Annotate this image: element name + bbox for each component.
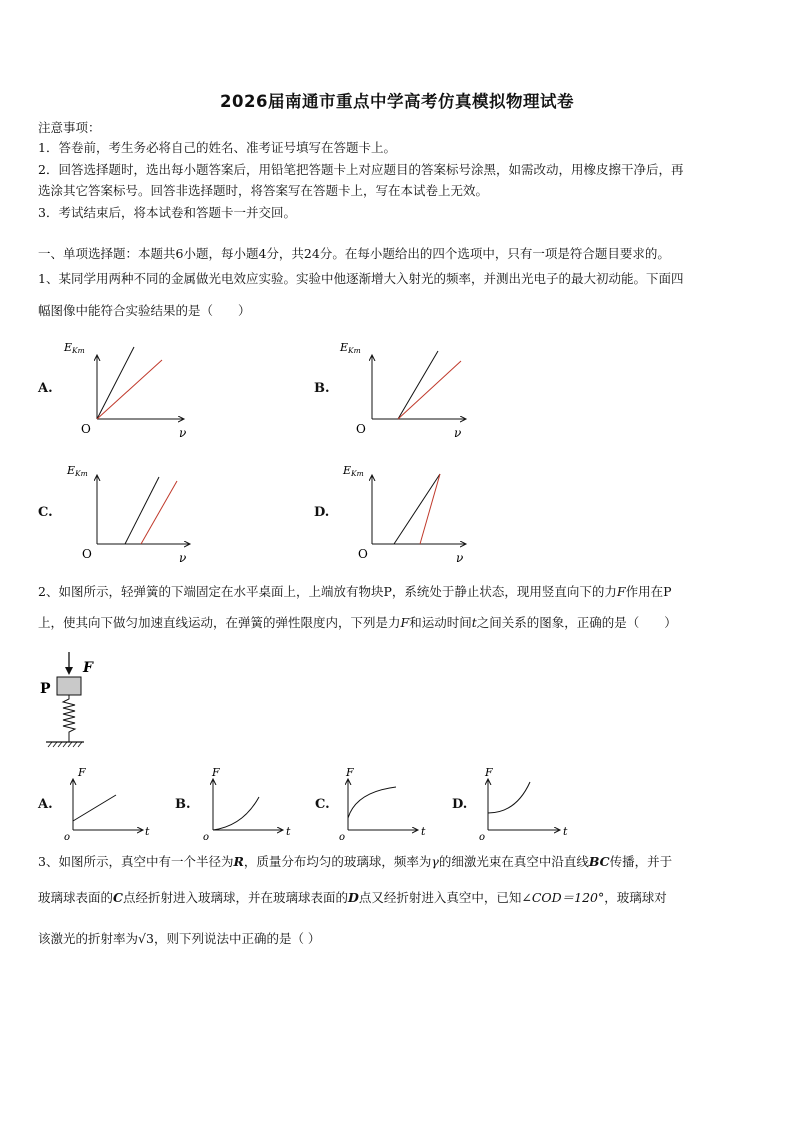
q2-c-x-label: t (421, 825, 426, 838)
q1-c-y-label: EKm (67, 464, 88, 478)
q2-b-curve (213, 797, 259, 830)
q2-block-p (57, 677, 81, 695)
q2-d-x-label: t (563, 825, 568, 838)
q1-c-origin: O (82, 547, 92, 561)
q1-option-c-label: C. (38, 505, 53, 520)
notice-item-2-cont: 选涂其它答案标号。回答非选择题时，将答案写在答题卡上，写在本试卷上无效。 (38, 183, 489, 198)
q2-force-arrow-head (65, 667, 73, 675)
notice-item-3: 3．考试结束后，将本试卷和答题卡一并交回。 (38, 205, 296, 220)
q1-b-x-label: ν (454, 426, 462, 440)
q1-a-origin: O (81, 422, 91, 436)
q2-spring-figure (40, 652, 94, 747)
q2-spring (63, 695, 75, 742)
q2-c-curve (348, 787, 396, 818)
q2-d-y-label: F (485, 766, 493, 779)
q1-a-x-label: ν (179, 426, 187, 440)
q1-option-b-label: B. (314, 381, 330, 396)
q2-text-line1: 2、如图所示，轻弹簧的下端固定在水平桌面上，上端放有物块P，系统处于静止状态，现用竖直向下的力F作用在P (38, 584, 672, 599)
q2-b-origin: o (203, 832, 210, 843)
q1-option-a-label: A. (38, 381, 53, 396)
section-heading: 一、单项选择题：本题共6小题，每小题4分，共24分。在每小题给出的四个选项中，只有一项是符合题目要求的。 (38, 246, 670, 261)
q1-text-line1: 1、某同学用两种不同的金属做光电效应实验。实验中他逐渐增大入射光的频率，并测出光电子的最大初动能。下面四 (38, 271, 684, 286)
q2-graph-a (64, 766, 150, 843)
q2-option-c-label: C. (315, 797, 330, 812)
q1-d-x-label: ν (456, 551, 464, 565)
q2-b-y-label: F (212, 766, 220, 779)
q2-graph-c (339, 766, 426, 843)
q2-option-b-label: B. (175, 797, 191, 812)
q1-b-origin: O (356, 422, 366, 436)
q1-d-line-black (394, 474, 440, 544)
q1-text-line2: 幅图像中能符合实验结果的是（ ） (38, 303, 251, 318)
q2-a-origin: o (64, 832, 71, 843)
q2-graph-d (479, 766, 568, 843)
q1-graph-b (339, 341, 466, 440)
notice-heading: 注意事项： (38, 120, 101, 135)
q1-c-line-black (125, 477, 159, 544)
q3-text-line2: 玻璃球表面的C点经折射进入玻璃球，并在玻璃球表面的D点又经折射进入真空中，已知∠COD＝120°，玻璃球对 (38, 890, 667, 905)
notice-item-2: 2．回答选择题时，选出每小题答案后，用铅笔把答题卡上对应题目的答案标号涂黑，如需改动，用橡皮擦干净后，再 (38, 162, 684, 177)
q1-b-line-red (398, 361, 461, 419)
q1-graph-a (63, 341, 186, 440)
q2-d-origin: o (479, 832, 486, 843)
q1-a-y-label: EKm (64, 341, 85, 355)
q2-a-curve (73, 795, 116, 821)
page-title: 2026届南通市重点中学高考仿真模拟物理试卷 (220, 92, 574, 111)
q1-a-line-red (97, 360, 162, 419)
q2-d-curve (488, 782, 530, 813)
q1-d-line-red (420, 474, 440, 544)
q1-graph-d (342, 464, 466, 565)
q2-label-p: P (40, 681, 51, 697)
q1-c-x-label: ν (179, 551, 187, 565)
q3-text-line1: 3、如图所示，真空中有一个半径为R，质量分布均匀的玻璃球，频率为γ的细激光束在真空中沿直线BC传播，并于 (38, 854, 673, 869)
q2-c-origin: o (339, 832, 346, 843)
q2-b-x-label: t (286, 825, 291, 838)
q1-b-line-black (398, 351, 438, 419)
q2-a-x-label: t (145, 825, 150, 838)
q2-ground-hatch (48, 742, 82, 747)
q1-c-line-red (141, 481, 177, 544)
q1-b-y-label: EKm (340, 341, 361, 355)
q1-d-y-label: EKm (343, 464, 364, 478)
q2-option-a-label: A. (38, 797, 53, 812)
q3-text-line3: 该激光的折射率为√3，则下列说法中正确的是（ ） (38, 931, 321, 946)
q2-label-f: F (83, 660, 93, 676)
q2-option-d-label: D. (452, 797, 468, 812)
q1-a-line-black (97, 347, 134, 419)
q2-text-line2: 上，使其向下做匀加速直线运动，在弹簧的弹性限度内，下列是力F和运动时间t之间关系的图象，正确的是（ ） (38, 615, 677, 630)
q2-a-y-label: F (78, 766, 86, 779)
q1-graph-c (66, 464, 190, 565)
q2-c-y-label: F (346, 766, 354, 779)
notice-item-1: 1．答卷前，考生务必将自己的姓名、准考证号填写在答题卡上。 (38, 140, 396, 155)
q1-d-origin: O (358, 547, 368, 561)
q2-graph-b (203, 766, 291, 843)
q1-option-d-label: D. (314, 505, 330, 520)
